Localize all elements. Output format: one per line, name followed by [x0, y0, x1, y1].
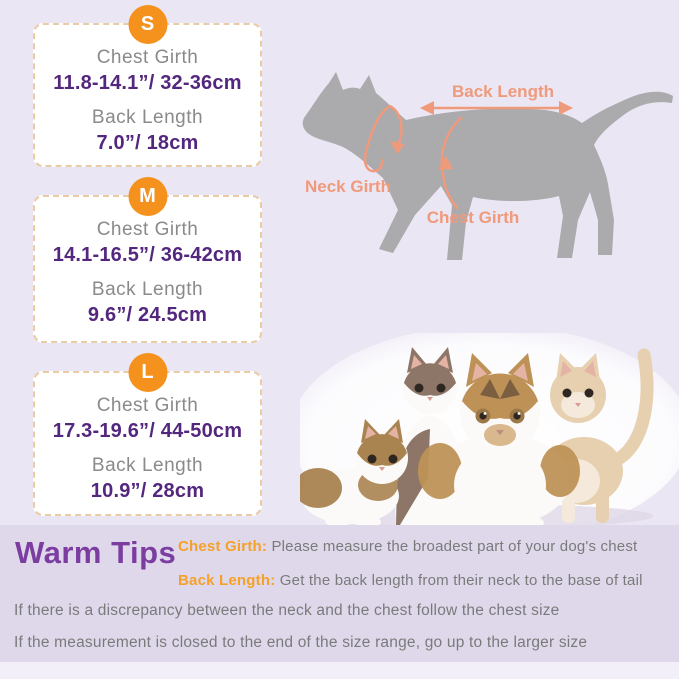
size-badge-l-letter: L: [141, 361, 154, 383]
back-length-value-l: 10.9”/ 28cm: [90, 479, 205, 502]
chest-girth-value-s: 11.8-14.1”/ 32-36cm: [53, 71, 242, 94]
chest-girth-diagram-label: Chest Girth: [426, 208, 520, 227]
back-length-label-s: Back Length: [91, 106, 204, 128]
chest-girth-label-m: Chest Girth: [96, 219, 199, 240]
size-badge-m-letter: M: [139, 185, 156, 207]
warm-tips-title: Warm Tips: [15, 535, 177, 570]
neck-girth-diagram-label: Neck Girth: [305, 177, 391, 196]
size-card-m: [33, 185, 262, 343]
size-badge-s: [128, 5, 167, 44]
kittens-photo: [300, 333, 679, 530]
back-length-tip: [178, 572, 643, 589]
chest-girth-value-l: 17.3-19.6”/ 44-50cm: [52, 419, 243, 442]
chest-girth-tip: [178, 538, 637, 555]
size-note-range: If the measurement is closed to the end of the size range, go up to the larger size: [14, 634, 588, 651]
size-badge-s-letter: S: [140, 13, 155, 35]
warm-tips-section: [0, 525, 679, 662]
back-length-diagram-label: Back Length: [451, 82, 555, 101]
chest-girth-label-l: Chest Girth: [96, 395, 199, 416]
chest-girth-value-m: 14.1-16.5”/ 36-42cm: [52, 243, 243, 266]
size-card-s: [33, 13, 262, 167]
size-badge-m: [128, 177, 167, 216]
back-length-label-m: Back Length: [91, 278, 204, 300]
size-note-discrepancy: If there is a discrepancy between the neck and the chest follow the chest size: [14, 602, 560, 619]
back-length-label-l: Back Length: [91, 454, 204, 476]
chest-girth-tip-text: Please measure the broadest part of your dog's chest: [267, 538, 638, 555]
size-badge-l: [128, 353, 167, 392]
cat-measurement-diagram: [295, 70, 679, 275]
size-card-l: [33, 361, 262, 516]
back-length-value-m: 9.6”/ 24.5cm: [87, 303, 208, 326]
chest-girth-tip-label: Chest Girth:: [178, 538, 268, 555]
back-length-tip-text: Get the back length from their neck to the base of tail: [275, 572, 643, 589]
footer-strip: [0, 662, 679, 679]
back-length-tip-label: Back Length:: [178, 572, 276, 589]
back-length-value-s: 7.0”/ 18cm: [96, 131, 199, 154]
chest-girth-label-s: Chest Girth: [96, 47, 199, 68]
